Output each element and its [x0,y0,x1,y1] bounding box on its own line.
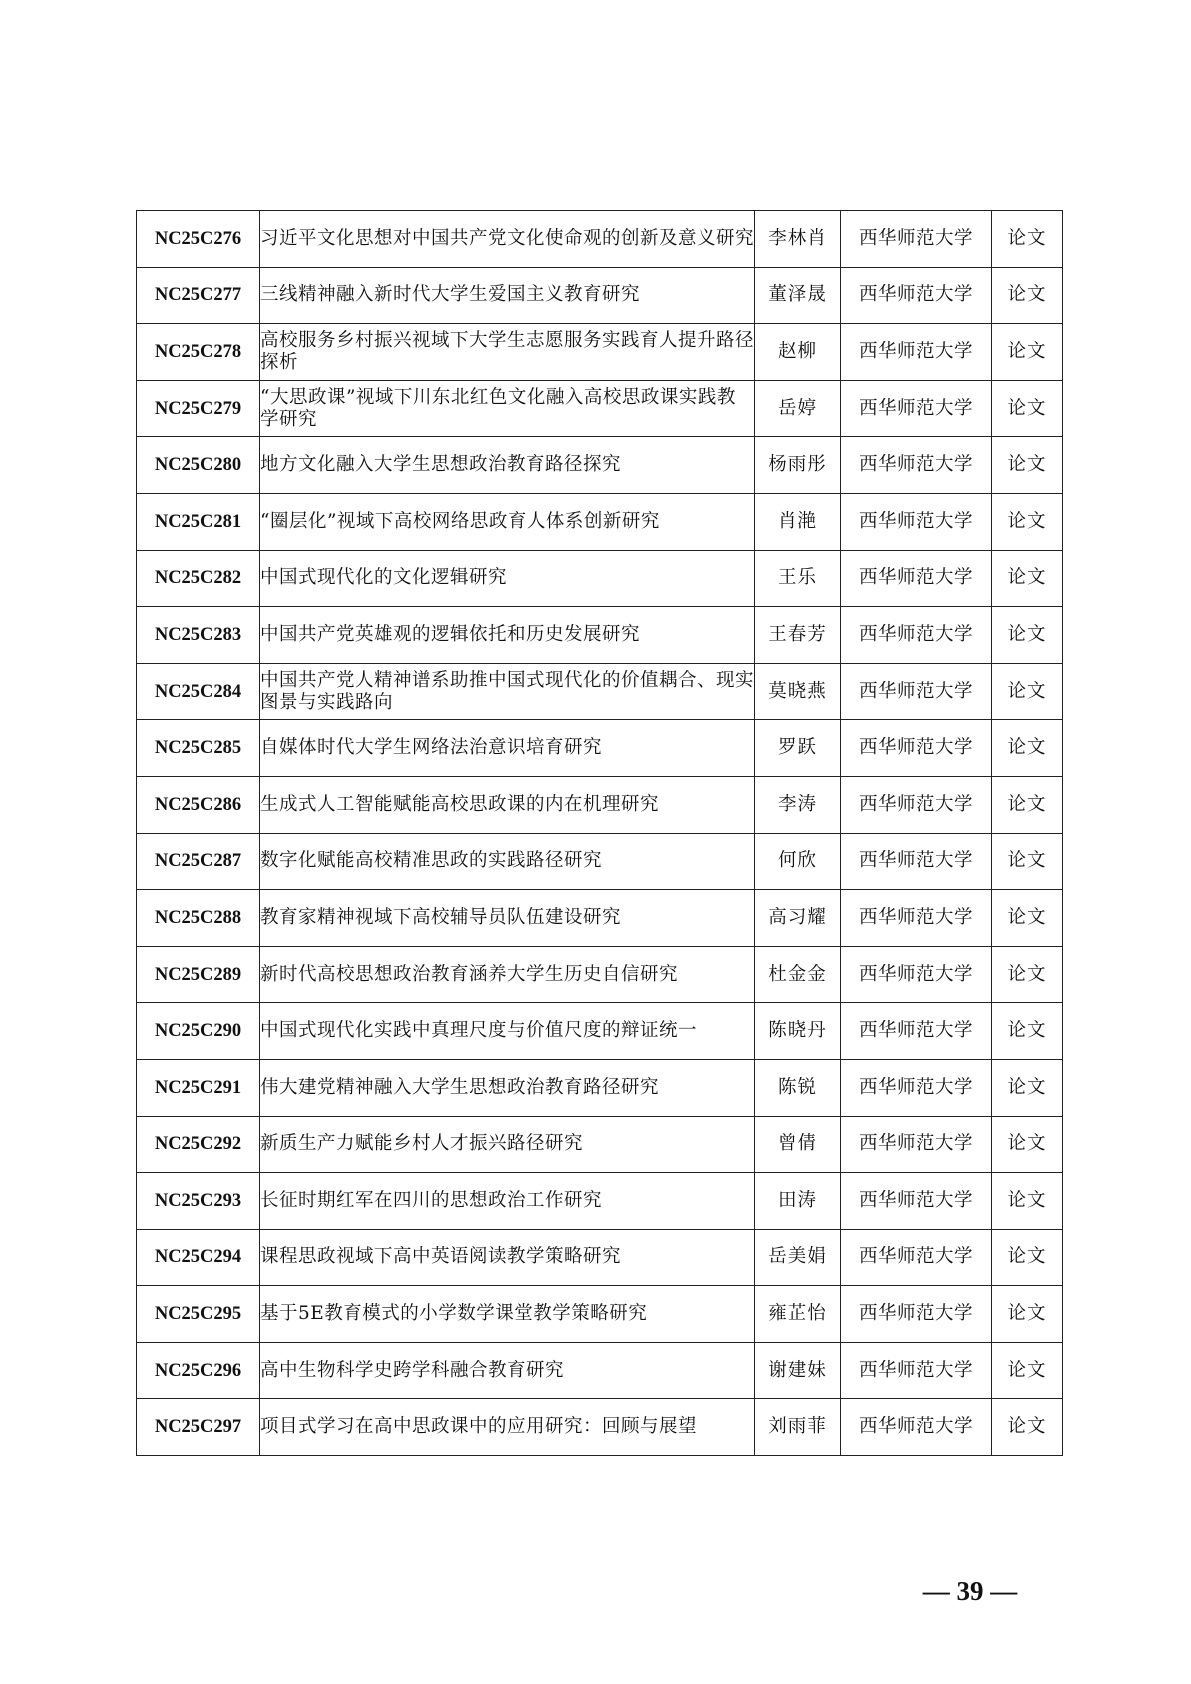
author-cell: 陈晓丹 [755,1003,841,1060]
table-row [137,211,1063,268]
institution-cell: 西华师范大学 [841,663,992,720]
result-type-cell: 论文 [992,833,1063,890]
result-type-cell: 论文 [992,267,1063,324]
institution-cell: 西华师范大学 [841,324,992,381]
result-type-cell: 论文 [992,776,1063,833]
project-title-cell: 中国式现代化的文化逻辑研究 [260,550,755,607]
result-type-cell: 论文 [992,1399,1063,1456]
project-title-cell: 生成式人工智能赋能高校思政课的内在机理研究 [260,776,755,833]
project-title-cell: 中国共产党人精神谱系助推中国式现代化的价值耦合、现实图景与实践路向 [260,663,755,720]
project-id-cell: NC25C278 [137,324,260,381]
author-cell: 王乐 [755,550,841,607]
project-id-cell: NC25C283 [137,607,260,664]
institution-cell: 西华师范大学 [841,437,992,494]
institution-cell: 西华师范大学 [841,550,992,607]
table-row [137,890,1063,947]
project-id-cell: NC25C297 [137,1399,260,1456]
table-row [137,1286,1063,1343]
project-title-cell: 长征时期红军在四川的思想政治工作研究 [260,1173,755,1230]
table-row [137,1003,1063,1060]
project-title-cell: 新时代高校思想政治教育涵养大学生历史自信研究 [260,946,755,1003]
result-type-cell: 论文 [992,550,1063,607]
result-type-cell: 论文 [992,493,1063,550]
project-title-cell: 数字化赋能高校精准思政的实践路径研究 [260,833,755,890]
author-cell: 谢建妹 [755,1342,841,1399]
table-row [137,720,1063,777]
institution-cell: 西华师范大学 [841,1003,992,1060]
project-id-cell: NC25C292 [137,1116,260,1173]
result-type-cell: 论文 [992,1286,1063,1343]
institution-cell: 西华师范大学 [841,833,992,890]
project-id-cell: NC25C296 [137,1342,260,1399]
project-title-cell: 高中生物科学史跨学科融合教育研究 [260,1342,755,1399]
table-row [137,1399,1063,1456]
institution-cell: 西华师范大学 [841,1399,992,1456]
author-cell: 罗跃 [755,720,841,777]
result-type-cell: 论文 [992,1059,1063,1116]
table-row [137,776,1063,833]
result-type-cell: 论文 [992,324,1063,381]
results-table [136,210,1063,1456]
project-id-cell: NC25C289 [137,946,260,1003]
institution-cell: 西华师范大学 [841,1173,992,1230]
author-cell: 何欣 [755,833,841,890]
project-title-cell: 项目式学习在高中思政课中的应用研究：回顾与展望 [260,1399,755,1456]
project-title-cell: 高校服务乡村振兴视域下大学生志愿服务实践育人提升路径探析 [260,324,755,381]
result-type-cell: 论文 [992,607,1063,664]
result-type-cell: 论文 [992,1003,1063,1060]
table-row [137,946,1063,1003]
table-row [137,1059,1063,1116]
table-row [137,833,1063,890]
institution-cell: 西华师范大学 [841,890,992,947]
project-title-cell: 基于5E教育模式的小学数学课堂教学策略研究 [260,1286,755,1343]
project-title-cell: 三线精神融入新时代大学生爱国主义教育研究 [260,267,755,324]
table-row [137,1173,1063,1230]
institution-cell: 西华师范大学 [841,607,992,664]
author-cell: 李林肖 [755,211,841,268]
project-id-cell: NC25C280 [137,437,260,494]
project-title-cell: 自媒体时代大学生网络法治意识培育研究 [260,720,755,777]
institution-cell: 西华师范大学 [841,267,992,324]
institution-cell: 西华师范大学 [841,1059,992,1116]
project-id-cell: NC25C277 [137,267,260,324]
project-id-cell: NC25C293 [137,1173,260,1230]
project-title-cell: 习近平文化思想对中国共产党文化使命观的创新及意义研究 [260,211,755,268]
author-cell: 刘雨菲 [755,1399,841,1456]
project-title-cell: 教育家精神视域下高校辅导员队伍建设研究 [260,890,755,947]
table-row [137,607,1063,664]
table-row [137,1116,1063,1173]
page-number: — 39 — [922,1576,1018,1606]
result-type-cell: 论文 [992,1342,1063,1399]
table-row [137,493,1063,550]
project-id-cell: NC25C291 [137,1059,260,1116]
project-id-cell: NC25C294 [137,1229,260,1286]
project-title-cell: 新质生产力赋能乡村人才振兴路径研究 [260,1116,755,1173]
table-row [137,663,1063,720]
institution-cell: 西华师范大学 [841,946,992,1003]
project-id-cell: NC25C281 [137,493,260,550]
author-cell: 董泽晟 [755,267,841,324]
project-title-cell: 中国共产党英雄观的逻辑依托和历史发展研究 [260,607,755,664]
result-type-cell: 论文 [992,1173,1063,1230]
result-type-cell: 论文 [992,437,1063,494]
project-title-cell: 伟大建党精神融入大学生思想政治教育路径研究 [260,1059,755,1116]
author-cell: 杜金金 [755,946,841,1003]
table-row [137,550,1063,607]
author-cell: 李涛 [755,776,841,833]
project-id-cell: NC25C295 [137,1286,260,1343]
project-id-cell: NC25C279 [137,380,260,437]
author-cell: 肖滟 [755,493,841,550]
result-type-cell: 论文 [992,380,1063,437]
project-id-cell: NC25C282 [137,550,260,607]
project-title-cell: “圈层化”视域下高校网络思政育人体系创新研究 [260,493,755,550]
author-cell: 田涛 [755,1173,841,1230]
institution-cell: 西华师范大学 [841,211,992,268]
institution-cell: 西华师范大学 [841,1116,992,1173]
result-type-cell: 论文 [992,946,1063,1003]
project-id-cell: NC25C285 [137,720,260,777]
project-title-cell: 课程思政视域下高中英语阅读教学策略研究 [260,1229,755,1286]
institution-cell: 西华师范大学 [841,720,992,777]
institution-cell: 西华师范大学 [841,380,992,437]
author-cell: 高习耀 [755,890,841,947]
project-id-cell: NC25C288 [137,890,260,947]
author-cell: 赵柳 [755,324,841,381]
author-cell: 杨雨彤 [755,437,841,494]
institution-cell: 西华师范大学 [841,493,992,550]
project-title-cell: 中国式现代化实践中真理尺度与价值尺度的辩证统一 [260,1003,755,1060]
results-table-body [137,211,1063,1456]
project-title-cell: 地方文化融入大学生思想政治教育路径探究 [260,437,755,494]
institution-cell: 西华师范大学 [841,1229,992,1286]
institution-cell: 西华师范大学 [841,776,992,833]
project-id-cell: NC25C284 [137,663,260,720]
result-type-cell: 论文 [992,1116,1063,1173]
table-row [137,1229,1063,1286]
project-title-cell: “大思政课”视域下川东北红色文化融入高校思政课实践教学研究 [260,380,755,437]
table-row [137,324,1063,381]
institution-cell: 西华师范大学 [841,1342,992,1399]
result-type-cell: 论文 [992,663,1063,720]
result-type-cell: 论文 [992,1229,1063,1286]
project-id-cell: NC25C290 [137,1003,260,1060]
author-cell: 王春芳 [755,607,841,664]
author-cell: 陈锐 [755,1059,841,1116]
author-cell: 莫晓燕 [755,663,841,720]
result-type-cell: 论文 [992,211,1063,268]
table-row [137,437,1063,494]
author-cell: 岳婷 [755,380,841,437]
institution-cell: 西华师范大学 [841,1286,992,1343]
result-type-cell: 论文 [992,720,1063,777]
project-id-cell: NC25C286 [137,776,260,833]
result-type-cell: 论文 [992,890,1063,947]
author-cell: 雍芷怡 [755,1286,841,1343]
project-id-cell: NC25C287 [137,833,260,890]
project-id-cell: NC25C276 [137,211,260,268]
author-cell: 岳美娟 [755,1229,841,1286]
table-row [137,380,1063,437]
table-row [137,267,1063,324]
author-cell: 曾倩 [755,1116,841,1173]
table-row [137,1342,1063,1399]
